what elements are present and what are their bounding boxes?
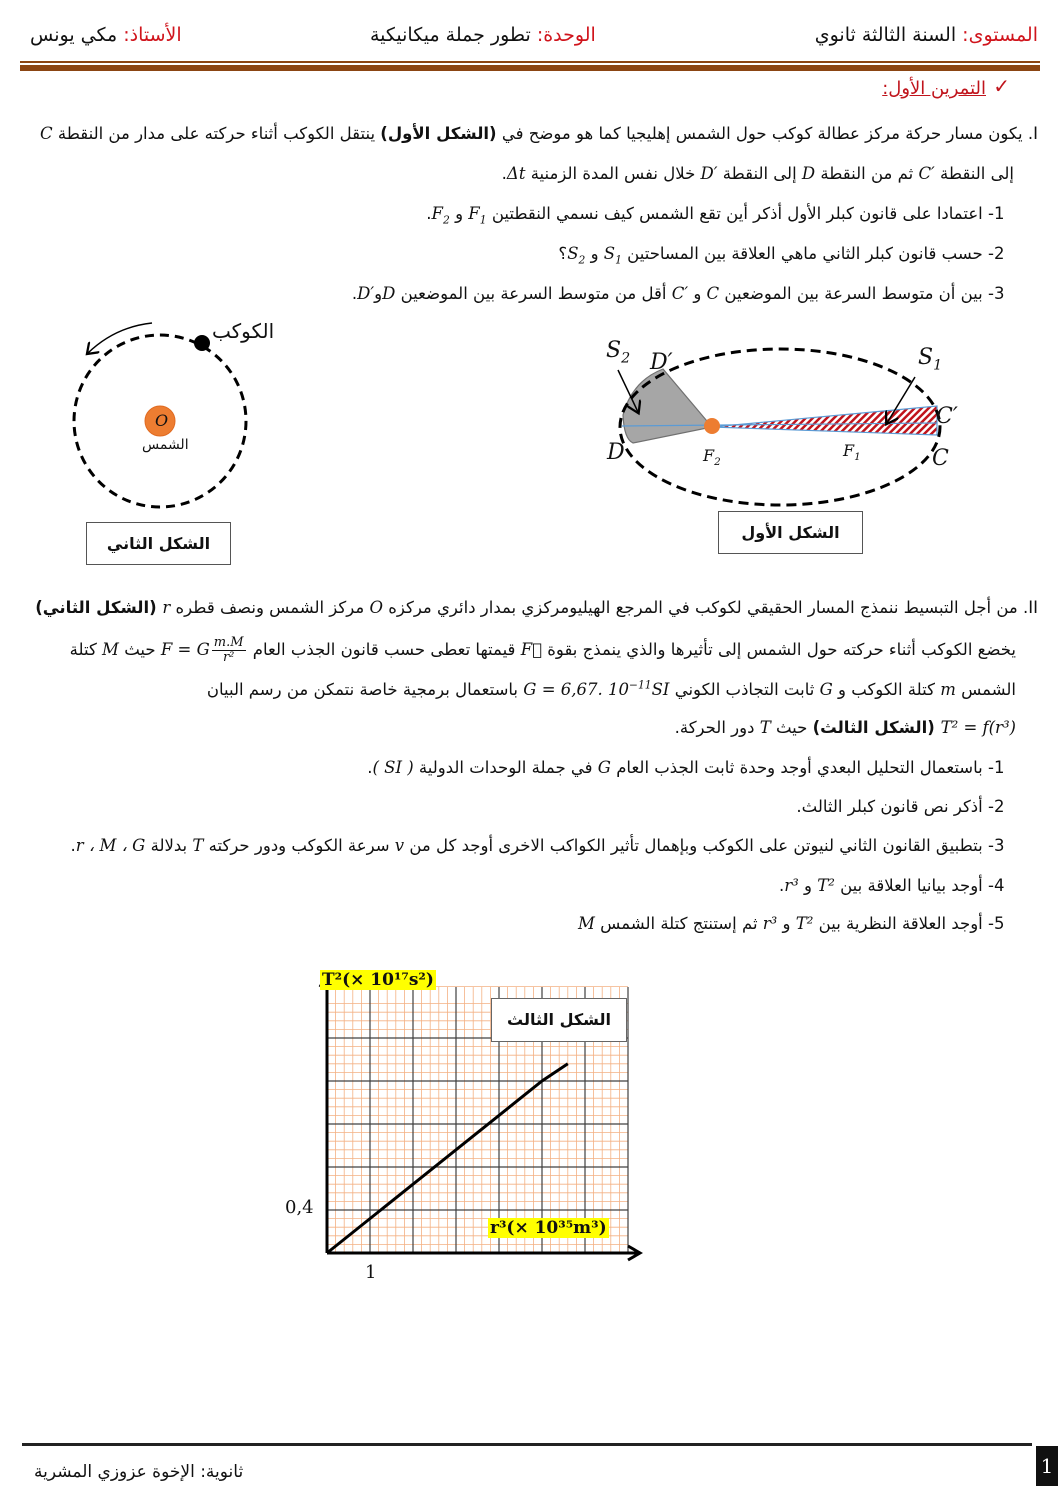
- symbol-M: M: [578, 914, 595, 933]
- subscript: 2: [578, 253, 586, 267]
- part2-question-2: [796, 797, 1022, 816]
- text: يكون مسار حركة مركز عطالة كوكب حول الشمس إهليجيا كما هو موضح في: [496, 124, 1023, 143]
- part2-line4: [675, 718, 1016, 737]
- symbol-Dp: D′: [700, 164, 718, 183]
- text: ؟: [558, 244, 568, 263]
- text: باستعمال التحليل البعدي أوجد وحدة ثابت الجذب العام: [610, 758, 983, 777]
- text: من أجل التبسيط ننمذج المسار الحقيقي لكوكب في المرجع الهيليومركزي بمدار دائري مركزه: [382, 598, 1018, 617]
- header-rule-thick: [20, 65, 1040, 71]
- subscript: 2: [714, 456, 721, 469]
- text: يخضع الكوكب أثناء حركته حول الشمس إلى تأثيرها والذي ينمذج بقوة: [542, 640, 1016, 659]
- part2-question-3: [71, 836, 1022, 855]
- question-number: -2: [988, 797, 1005, 816]
- question-number: -1: [988, 758, 1005, 777]
- text: .: [367, 758, 373, 777]
- check-icon: ✓: [993, 74, 1010, 98]
- symbol-T2: T²: [795, 914, 814, 933]
- part1-question-3: [352, 284, 1022, 303]
- figure-ref: (الشكل الثاني): [35, 598, 163, 617]
- symbol-C: C: [40, 124, 53, 143]
- part2-question-5: [578, 914, 1022, 933]
- figure1-caption: الشكل الأول: [718, 511, 863, 554]
- label-F1: [843, 441, 861, 464]
- figure-ref: (الشكل الأول): [380, 124, 497, 143]
- symbol-S2: [567, 244, 586, 267]
- text: ثم إستنتج كتلة الشمس: [594, 914, 763, 933]
- part2-marker: II.: [1023, 598, 1038, 617]
- label-S1: [918, 345, 943, 374]
- text: حسب قانون كبلر الثاني ماهي العلاقة بين المساحتين: [621, 244, 983, 263]
- subscript: 1: [479, 213, 487, 227]
- figure2-orbit-diagram: [60, 315, 320, 515]
- symbol-T: T: [192, 836, 204, 855]
- text: .: [70, 836, 76, 855]
- fraction: [212, 636, 246, 665]
- page-number: 1: [1036, 1446, 1058, 1486]
- teacher-label: الأستاذ:: [123, 24, 182, 46]
- question-number: -1: [988, 204, 1005, 223]
- formula-lhs: F = G: [160, 640, 210, 659]
- text: بدلالة: [145, 836, 193, 855]
- T2-f-r3-formula: T² = f(r³): [940, 718, 1016, 737]
- text: إلى النقطة: [934, 164, 1014, 183]
- label-S2: [606, 338, 631, 367]
- text: مركز الشمس ونصف قطره: [170, 598, 370, 617]
- symbol-M: M: [102, 640, 119, 659]
- part1-marker: I.: [1027, 124, 1038, 143]
- symbol-r3: r³: [784, 876, 799, 895]
- part2-line2: [70, 636, 1016, 665]
- text: .: [779, 876, 785, 895]
- part2-question-4: [779, 876, 1022, 895]
- symbol-F1: [468, 204, 487, 227]
- sun-label: الشمس: [142, 437, 189, 453]
- footer-school: ثانوية: الإخوة عزوزي المشرية: [34, 1462, 244, 1482]
- symbol-Dp: D′: [357, 284, 375, 303]
- symbol-S1: [603, 244, 622, 267]
- part1-line1: [40, 124, 1038, 143]
- text: حيث: [118, 640, 161, 659]
- text: كتلة: [69, 640, 103, 659]
- question-number: -3: [988, 284, 1005, 303]
- numerator: m.M: [213, 635, 244, 650]
- unit-label: الوحدة:: [536, 24, 596, 46]
- variables-list: r ، M ، G: [75, 836, 146, 855]
- symbol-D: D: [801, 164, 816, 183]
- symbol-m: m: [940, 680, 956, 699]
- text: أوجد بيانيا العلاقة بين: [834, 876, 983, 895]
- sector-S1: [712, 406, 937, 435]
- text: ثم من النقطة: [815, 164, 919, 183]
- exercise-title: التمرين الأول:: [882, 78, 986, 99]
- symbol-F-vector: F⃗: [520, 640, 543, 659]
- label-Dp: D′: [650, 350, 673, 375]
- header-unit: [370, 24, 596, 46]
- text: ثابت التجاذب الكوني: [669, 680, 820, 699]
- symbol-Cp: C′: [918, 164, 935, 183]
- symbol-dt: Δt: [506, 164, 526, 183]
- text: أوجد العلاقة النظرية بين: [813, 914, 983, 933]
- symbol: S: [603, 244, 616, 263]
- symbol: F: [431, 204, 443, 223]
- part2-line3: [207, 680, 1016, 699]
- center-O-label: O: [155, 411, 169, 430]
- text: و: [777, 914, 796, 933]
- symbol-Cp: C′: [671, 284, 689, 303]
- G-value-base: G = 6,67. 10: [523, 680, 629, 699]
- teacher-value: مكي يونس: [30, 24, 124, 46]
- text: بتطبيق القانون الثاني لنيوتن على الكوكب وبإهمال تأثير الكواكب الاخرى أوجد كل من: [404, 836, 983, 855]
- header-level: [815, 24, 1038, 46]
- symbol-T2: T²: [817, 876, 835, 895]
- symbol: S: [918, 345, 934, 370]
- text: .: [501, 164, 507, 183]
- header-rule-thin: [20, 61, 1040, 63]
- text: قيمتها تعطى حسب قانون الجذب العام: [247, 640, 521, 659]
- symbol-C: C: [706, 284, 720, 303]
- text: باستعمال برمجية خاصة نتمكن من رسم البيان: [206, 680, 524, 699]
- text: إلى النقطة: [717, 164, 802, 183]
- level-label: المستوى:: [962, 24, 1038, 46]
- part1-question-1: [426, 204, 1022, 227]
- text: أقل من متوسط السرعة بين الموضعين: [395, 284, 672, 303]
- unit-value: تطور جملة ميكانيكية: [370, 24, 537, 46]
- symbol-F2: [431, 204, 450, 227]
- text: في جملة الوحدات الدولية: [413, 758, 598, 777]
- symbol-r3: r³: [762, 914, 778, 933]
- chart-x-axis-label: r³(× 10³⁵m³): [490, 1218, 607, 1238]
- symbol-T: T: [759, 718, 771, 737]
- text: و: [585, 244, 604, 263]
- label-C: C: [932, 446, 949, 471]
- question-number: -4: [988, 876, 1005, 895]
- text: و: [449, 204, 469, 223]
- text: و: [374, 284, 383, 303]
- denominator: r²: [222, 650, 235, 665]
- direction-arrow-icon: [88, 323, 152, 353]
- symbol-O: O: [369, 598, 383, 617]
- text: .: [351, 284, 358, 303]
- chart-y-axis-label: T²(× 10¹⁷s²): [322, 970, 434, 990]
- gravitation-formula: [160, 635, 248, 665]
- text: ينتقل الكوكب أثناء حركته على مدار من النقطة: [52, 124, 381, 143]
- text: أذكر نص قانون كبلر الثالث.: [796, 797, 983, 816]
- part1-line2: [502, 164, 1014, 183]
- text: خلال نفس المدة الزمنية: [525, 164, 701, 183]
- planet-dot: [194, 335, 210, 351]
- text: الشمس: [955, 680, 1016, 699]
- SI-unit: SI: [651, 680, 670, 699]
- level-value: السنة الثالثة ثانوي: [814, 24, 963, 46]
- planet-label: الكوكب: [212, 319, 275, 343]
- symbol: S: [567, 244, 579, 263]
- label-F2: [703, 446, 721, 469]
- subscript: 2: [443, 213, 450, 227]
- text: .: [426, 204, 432, 223]
- text: اعتمادا على قانون كبلر الأول أذكر أين تقع الشمس كيف نسمي النقطتين: [486, 204, 983, 223]
- figure3-caption: الشكل الثالث: [491, 998, 627, 1042]
- text: سرعة الكوكب ودور حركته: [203, 836, 395, 855]
- G-value: [523, 680, 669, 699]
- symbol-v: v: [394, 836, 405, 855]
- chart-x-tick-label: 1: [365, 1262, 377, 1283]
- sun-dot: [704, 418, 720, 434]
- header-teacher: [30, 24, 182, 46]
- chart-y-tick-label: 0,4: [285, 1197, 314, 1218]
- part1-question-2: [558, 244, 1022, 267]
- text: دور الحركة.: [674, 718, 760, 737]
- symbol-D: D: [382, 284, 396, 303]
- symbol-G: G: [819, 680, 833, 699]
- text: كتلة الكوكب و: [832, 680, 941, 699]
- sector-S2: [623, 369, 712, 443]
- text: و: [688, 284, 707, 303]
- symbol: S: [606, 338, 622, 363]
- question-number: -2: [988, 244, 1005, 263]
- symbol-G: G: [597, 758, 611, 777]
- subscript: 2: [621, 350, 631, 367]
- figure-ref: (الشكل الثالث): [812, 718, 941, 737]
- subscript: 1: [933, 357, 943, 374]
- symbol-SI: ( SI ): [372, 758, 414, 777]
- symbol: F: [468, 204, 480, 223]
- figure2-caption: الشكل الثاني: [86, 522, 231, 565]
- symbol: F: [703, 446, 715, 465]
- symbol-r: r: [162, 598, 171, 617]
- text: حيث: [770, 718, 813, 737]
- text: و: [798, 876, 818, 895]
- G-exponent: −11: [629, 678, 652, 692]
- label-Cp: C′: [936, 404, 958, 429]
- question-number: -3: [988, 836, 1005, 855]
- subscript: 1: [615, 253, 622, 267]
- part2-question-1: [367, 758, 1022, 777]
- question-number: -5: [988, 914, 1005, 933]
- text: بين أن متوسط السرعة بين الموضعين: [719, 284, 983, 303]
- footer-rule: [22, 1443, 1032, 1446]
- part2-line1: [35, 598, 1038, 617]
- label-D: D: [607, 440, 625, 465]
- symbol: F: [843, 441, 855, 460]
- subscript: 1: [854, 451, 861, 464]
